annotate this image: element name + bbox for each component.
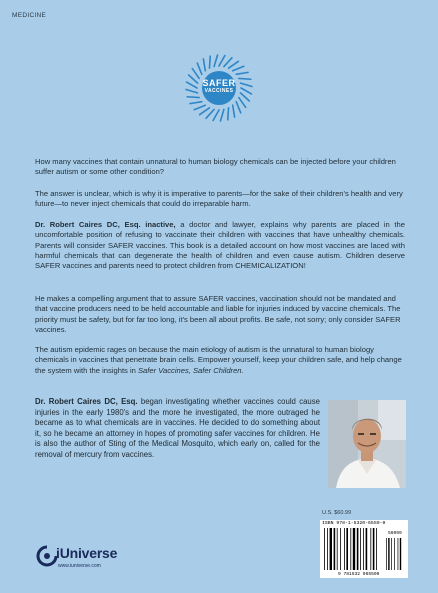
paragraph-answer: The answer is unclear, which is why it is imperative to parents—for the sake of their children's health and very future—to never inject chemicals that could do irreparable harm. [35,189,403,209]
publisher-name: iUniverse [56,545,118,561]
iuniverse-swirl-icon [36,545,58,567]
logo-text [183,78,255,95]
barcode [320,520,408,578]
author-name: Dr. Robert Caires DC, Esq. inactive, [35,220,176,229]
category-label: MEDICINE [12,12,47,19]
paragraph-epidemic [35,345,405,376]
author-intro-text: a doctor and lawyer, explains why parents are placed in the uncomfortable position of refusing to vaccinate their children with vaccines that have unhealthy chemicals. Parents will consider SAFER vaccines. This book is a detailed account on how most vaccines are laced with harmful chemicals that can degenerate the health of children and even cause autism. Children deserve SAFER vaccines and parents need to protect children from CHEMICALIZATION! [35,220,405,271]
epidemic-text: The autism epidemic rages on because the main etiology of autism is the unnatural to human biology chemicals in vaccines that penetrate brain cells. Empower yourself, keep your children safe, and help change the system with the insights in [35,345,402,375]
paragraph-argument: He makes a compelling argument that to assure SAFER vaccines, vaccination should not be mandated and that vaccine producers need to be held accountable and liable for injuries induced by vaccine chemicals. The priority must be safety, but for far too long, it's been all about profits. Be safe, not sorry; only consider SAFER vaccines. [35,294,401,334]
bio-text: began investigating whether vaccines could cause injuries in the early 1980's and the more he investigated, the more outraged he became as to what chemicals are in vaccines. He decided to do something about it, so he became an attorney in hopes of promoting safer vaccines for children. He is also the author of Sting of the Medical Mosquito, which early on, called for the removal of mercury from vaccines. [35,397,321,459]
author-photo [328,400,406,488]
paragraph-question: How many vaccines that contain unnatural to human biology chemicals can be injected before your children suffer autism or some other condition? [35,157,396,177]
publisher-url: www.iuniverse.com [58,563,101,569]
logo-line-1: SAFER [202,78,236,88]
barcode-digits: 9 781532 065590 [338,572,380,577]
isbn-text: ISBN 978-1-5320-6559-0 [322,521,386,526]
bio-author-name: Dr. Robert Caires DC, Esq. [35,397,138,406]
publisher-logo [36,539,156,579]
paragraph-author-intro [35,220,405,271]
price: U.S. $60.99 [322,510,352,516]
barcode-addon-digits: 56099 [388,531,402,536]
author-bio [35,397,320,461]
book-title: Safer Vaccines, Safer Children. [137,365,244,375]
logo-line-2: VACCINES [204,88,234,94]
